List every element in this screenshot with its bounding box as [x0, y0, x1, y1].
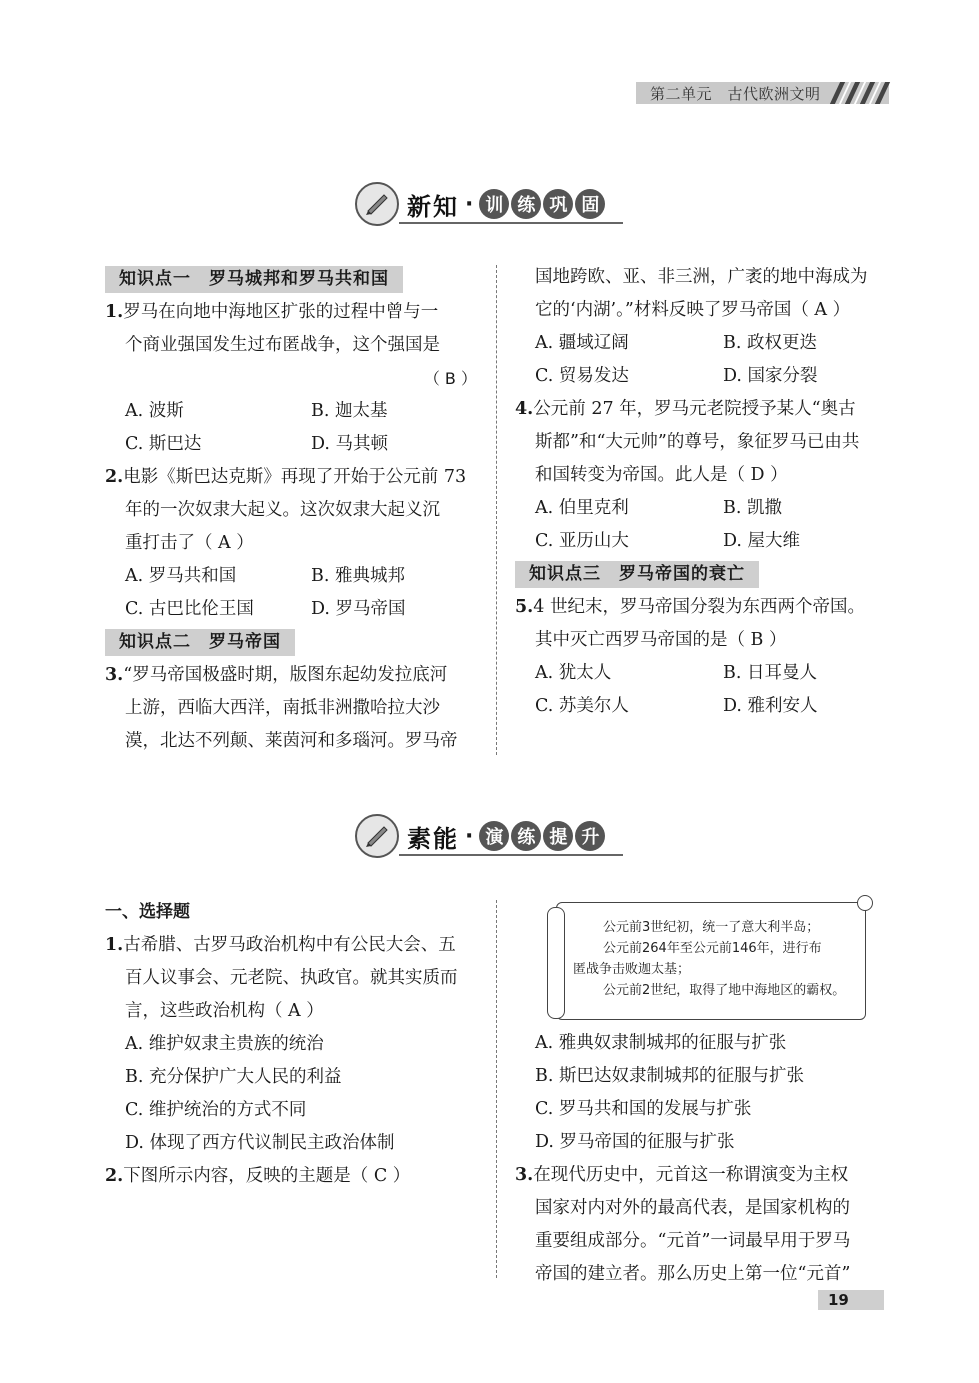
section-banner-skills: [355, 812, 605, 860]
question-text: “罗马帝国极盛时期，版图东起幼发拉底河: [123, 665, 448, 685]
question-text: 和国转变为帝国。此人是（ D ）: [535, 465, 788, 485]
option: B. 雅典城邦: [311, 566, 405, 586]
option: D. 体现了西方代议制民主政治体制: [125, 1133, 395, 1153]
banner-bubble: 训: [479, 189, 509, 219]
answer-bracket: （ B ）: [423, 369, 477, 388]
banner-underline: [399, 222, 623, 224]
question-text: 言，这些政治机构（ A ）: [125, 1001, 324, 1021]
option: B. 凯撒: [723, 498, 782, 518]
question-4: [515, 393, 891, 558]
question-number: 4.: [515, 399, 534, 419]
question-text: 国地跨欧、亚、非三洲，广袤的地中海成为: [535, 267, 868, 287]
page-number: 19: [818, 1290, 884, 1310]
scroll-line: 公元前3世纪初，统一了意大利半岛；: [603, 920, 820, 935]
question-text: 上游，西临大西洋，南抵非洲撒哈拉大沙: [125, 698, 440, 718]
option: D. 罗马帝国的征服与扩张: [535, 1132, 735, 1152]
question-number: 2.: [105, 1166, 124, 1186]
section2-right-column: [515, 1027, 891, 1291]
question-5: [515, 591, 891, 723]
option: C. 古巴比伦王国: [125, 599, 254, 619]
question-1: [105, 296, 477, 461]
question-number: 2.: [105, 467, 124, 487]
column-divider: [496, 900, 497, 1278]
question-text: 罗马在向地中海地区扩张的过程中曾与一: [123, 302, 439, 322]
scroll-curl-left: [547, 907, 565, 1019]
question-number: 3.: [105, 665, 124, 685]
question-text: 帝国的建立者。那么历史上第一位“元首”: [535, 1264, 851, 1284]
banner-bubble: 巩: [543, 189, 573, 219]
knowledge-point-2: 知识点二 罗马帝国: [105, 629, 295, 656]
scroll-line: 公元前264年至公元前146年，进行布: [603, 941, 822, 956]
s2-question-2-options: [515, 1027, 891, 1159]
question-text: 个商业强国发生过布匿战争，这个强国是: [125, 335, 440, 355]
question-text: 4 世纪末，罗马帝国分裂为东西两个帝国。: [533, 597, 865, 617]
option: C. 维护统治的方式不同: [125, 1100, 307, 1120]
banner-bubble: 练: [511, 189, 541, 219]
option: D. 罗马帝国: [311, 599, 406, 619]
question-text: 国家对内对外的最高代表，是国家机构的: [535, 1198, 850, 1218]
option: A. 波斯: [125, 401, 184, 421]
banner-bubble: 练: [511, 821, 541, 851]
question-text: 公元前 27 年，罗马元老院授予某人“奥古: [533, 399, 856, 419]
running-header-title: 第二单元 古代欧洲文明: [650, 84, 821, 103]
banner-underline: [399, 854, 623, 856]
option: B. 日耳曼人: [723, 663, 817, 683]
section2-left-column: [105, 896, 477, 1193]
question-text: 重要组成部分。“元首”一词最早用于罗马: [535, 1231, 851, 1251]
question-number: 5.: [515, 597, 534, 617]
option: C. 罗马共和国的发展与扩张: [535, 1099, 752, 1119]
section1-left-column: [105, 263, 477, 758]
banner-dot: ·: [465, 191, 474, 217]
question-number: 1.: [105, 302, 124, 322]
header-stripes-decoration: [835, 82, 885, 104]
scroll-figure: [556, 902, 866, 1020]
option: A. 伯里克利: [535, 498, 629, 518]
banner-title: 素能: [407, 824, 459, 853]
banner-bubble: 固: [575, 189, 605, 219]
s2-question-3: [515, 1159, 891, 1291]
running-header: [636, 82, 889, 104]
question-number: 3.: [515, 1165, 534, 1185]
pen-emblem-icon: [355, 182, 399, 226]
question-text: 在现代历史中，元首这一称谓演变为主权: [533, 1165, 849, 1185]
banner-bubbles: [479, 821, 605, 851]
scroll-line: 匿战争击败迦太基；: [573, 962, 691, 977]
option: B. 斯巴达奴隶制城邦的征服与扩张: [535, 1066, 804, 1086]
section-heading: 一、选择题: [105, 902, 190, 922]
question-text: 斯都”和“大元帅”的尊号，象征罗马已由共: [535, 432, 860, 452]
s2-question-2: [105, 1160, 477, 1193]
question-text: 古希腊、古罗马政治机构中有公民大会、五: [123, 935, 456, 955]
option: B. 迦太基: [311, 401, 388, 421]
option: D. 屋大维: [723, 531, 801, 551]
banner-title: 新知: [407, 192, 459, 221]
option: C. 贸易发达: [535, 366, 629, 386]
pen-emblem-icon: [355, 814, 399, 858]
option: B. 充分保护广大人民的利益: [125, 1067, 342, 1087]
column-divider: [496, 265, 497, 755]
option: D. 马其顿: [311, 434, 389, 454]
banner-bubble: 演: [479, 821, 509, 851]
question-text: 其中灭亡西罗马帝国的是（ B ）: [535, 630, 787, 650]
question-text: 重打击了（ A ）: [125, 533, 254, 553]
option: A. 疆域辽阔: [535, 333, 629, 353]
option: A. 维护奴隶主贵族的统治: [125, 1034, 324, 1054]
question-text: 百人议事会、元老院、执政官。就其实质而: [125, 968, 458, 988]
option: B. 政权更迭: [723, 333, 817, 353]
banner-bubbles: [479, 189, 605, 219]
question-3-start: [105, 659, 477, 758]
knowledge-point-1: 知识点一 罗马城邦和罗马共和国: [105, 266, 403, 293]
question-text: 下图所示内容，反映的主题是（ C ）: [123, 1166, 411, 1186]
option: C. 亚历山大: [535, 531, 629, 551]
banner-bubble: 升: [575, 821, 605, 851]
question-text: 年的一次奴隶大起义。这次奴隶大起义沉: [125, 500, 440, 520]
section1-right-column: [515, 261, 891, 723]
question-text: 电影《斯巴达克斯》再现了开始于公元前 73: [123, 467, 467, 487]
option: A. 雅典奴隶制城邦的征服与扩张: [535, 1033, 787, 1053]
scroll-line: 公元前2世纪，取得了地中海地区的霸权。: [603, 983, 846, 998]
option: D. 国家分裂: [723, 366, 818, 386]
section-banner-new-knowledge: [355, 180, 605, 228]
banner-dot: ·: [465, 823, 474, 849]
question-3-continued: [515, 261, 891, 393]
option: D. 雅利安人: [723, 696, 818, 716]
question-2: [105, 461, 477, 626]
question-text: 漠，北达不列颠、莱茵河和多瑙河。罗马帝: [125, 731, 458, 751]
knowledge-point-3: 知识点三 罗马帝国的衰亡: [515, 561, 759, 588]
question-text: 它的‘内湖’。”材料反映了罗马帝国（ A ）: [535, 300, 851, 320]
scroll-curl-right: [857, 895, 873, 911]
question-number: 1.: [105, 935, 124, 955]
option: C. 斯巴达: [125, 434, 202, 454]
banner-bubble: 提: [543, 821, 573, 851]
option: A. 犹太人: [535, 663, 612, 683]
option: A. 罗马共和国: [125, 566, 237, 586]
s2-question-1: [105, 929, 477, 1160]
option: C. 苏美尔人: [535, 696, 629, 716]
